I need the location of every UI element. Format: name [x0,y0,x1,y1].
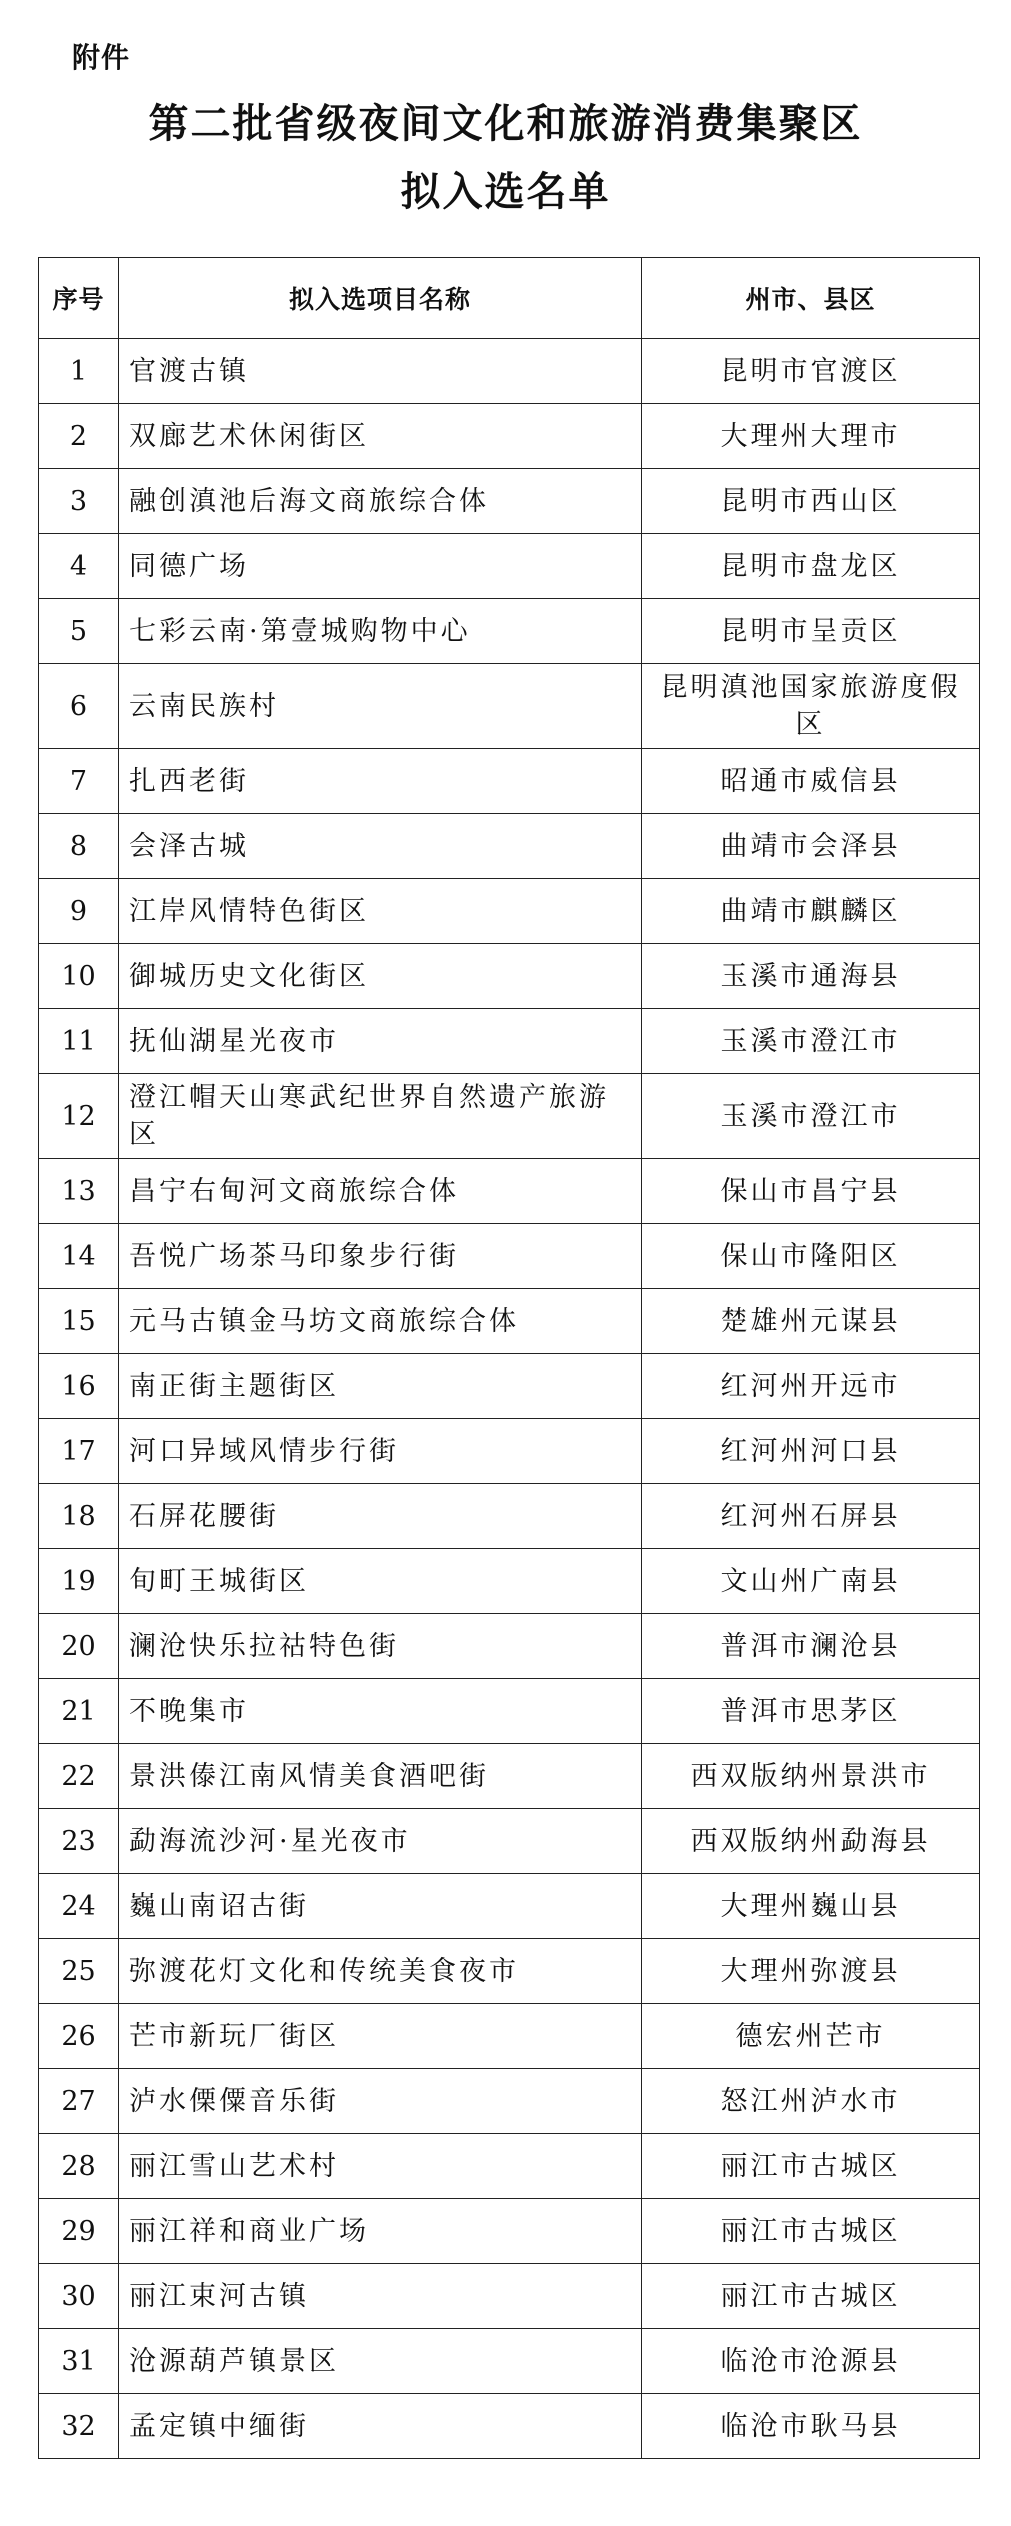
row-location: 西双版纳州景洪市 [642,1744,980,1809]
table-row [39,2264,980,2329]
table-header-row [39,258,980,339]
row-project-name: 孟定镇中缅街 [119,2394,642,2459]
candidate-list-table [38,257,980,2459]
row-project-name: 不晚集市 [119,1679,642,1744]
row-location: 玉溪市澄江市 [642,1074,980,1159]
row-location: 红河州河口县 [642,1419,980,1484]
row-project-name: 云南民族村 [119,664,642,749]
row-location: 昆明市呈贡区 [642,599,980,664]
row-serial: 19 [39,1549,119,1614]
row-serial: 3 [39,469,119,534]
row-serial: 24 [39,1874,119,1939]
row-location: 昆明滇池国家旅游度假区 [642,664,980,749]
row-serial: 26 [39,2004,119,2069]
row-location: 保山市昌宁县 [642,1159,980,1224]
row-serial: 22 [39,1744,119,1809]
row-serial: 32 [39,2394,119,2459]
table-row [39,944,980,1009]
table-row [39,1744,980,1809]
table-row [39,2004,980,2069]
row-project-name: 芒市新玩厂街区 [119,2004,642,2069]
table-row [39,664,980,749]
row-location: 玉溪市通海县 [642,944,980,1009]
table-row [39,1939,980,2004]
row-location: 玉溪市澄江市 [642,1009,980,1074]
row-location: 昆明市西山区 [642,469,980,534]
row-project-name: 双廊艺术休闲街区 [119,404,642,469]
table-row [39,749,980,814]
table-row [39,1549,980,1614]
row-serial: 1 [39,339,119,404]
row-project-name: 南正街主题街区 [119,1354,642,1419]
row-project-name: 江岸风情特色街区 [119,879,642,944]
row-project-name: 沧源葫芦镇景区 [119,2329,642,2394]
header-location: 州市、县区 [642,258,980,339]
table-row [39,2069,980,2134]
row-location: 楚雄州元谋县 [642,1289,980,1354]
table-row [39,879,980,944]
row-serial: 20 [39,1614,119,1679]
table-row [39,2199,980,2264]
row-location: 曲靖市麒麟区 [642,879,980,944]
row-project-name: 澜沧快乐拉祜特色街 [119,1614,642,1679]
table-row [39,1419,980,1484]
row-location: 昆明市盘龙区 [642,534,980,599]
table-row [39,599,980,664]
table-row [39,339,980,404]
row-project-name: 澄江帽天山寒武纪世界自然遗产旅游区 [119,1074,642,1159]
table-row [39,1009,980,1074]
row-location: 普洱市思茅区 [642,1679,980,1744]
row-project-name: 抚仙湖星光夜市 [119,1009,642,1074]
row-serial: 25 [39,1939,119,2004]
row-serial: 31 [39,2329,119,2394]
row-project-name: 勐海流沙河·星光夜市 [119,1809,642,1874]
row-project-name: 会泽古城 [119,814,642,879]
table-row [39,1224,980,1289]
table-row [39,1289,980,1354]
row-project-name: 旬町王城街区 [119,1549,642,1614]
row-project-name: 昌宁右甸河文商旅综合体 [119,1159,642,1224]
row-project-name: 巍山南诏古街 [119,1874,642,1939]
table-row [39,404,980,469]
row-project-name: 丽江雪山艺术村 [119,2134,642,2199]
row-location: 丽江市古城区 [642,2199,980,2264]
row-project-name: 丽江束河古镇 [119,2264,642,2329]
row-location: 大理州巍山县 [642,1874,980,1939]
row-location: 红河州石屏县 [642,1484,980,1549]
row-location: 保山市隆阳区 [642,1224,980,1289]
row-project-name: 吾悦广场茶马印象步行街 [119,1224,642,1289]
row-location: 临沧市耿马县 [642,2394,980,2459]
row-serial: 18 [39,1484,119,1549]
table-row [39,1074,980,1159]
row-serial: 12 [39,1074,119,1159]
table-row [39,1484,980,1549]
row-serial: 13 [39,1159,119,1224]
row-project-name: 七彩云南·第壹城购物中心 [119,599,642,664]
row-location: 昆明市官渡区 [642,339,980,404]
row-serial: 14 [39,1224,119,1289]
row-project-name: 同德广场 [119,534,642,599]
row-location: 西双版纳州勐海县 [642,1809,980,1874]
row-project-name: 元马古镇金马坊文商旅综合体 [119,1289,642,1354]
row-location: 德宏州芒市 [642,2004,980,2069]
table-row [39,1679,980,1744]
row-serial: 9 [39,879,119,944]
table-row [39,1809,980,1874]
row-location: 大理州弥渡县 [642,1939,980,2004]
attachment-label: 附件 [72,41,131,74]
row-serial: 21 [39,1679,119,1744]
row-project-name: 融创滇池后海文商旅综合体 [119,469,642,534]
table-row [39,1614,980,1679]
row-location: 红河州开远市 [642,1354,980,1419]
row-location: 昭通市威信县 [642,749,980,814]
row-serial: 5 [39,599,119,664]
row-project-name: 泸水傈僳音乐街 [119,2069,642,2134]
table-row [39,534,980,599]
document-subtitle: 拟入选名单 [400,169,611,215]
row-location: 普洱市澜沧县 [642,1614,980,1679]
row-location: 丽江市古城区 [642,2264,980,2329]
row-serial: 16 [39,1354,119,1419]
header-serial: 序号 [39,258,119,339]
row-serial: 30 [39,2264,119,2329]
row-project-name: 官渡古镇 [119,339,642,404]
table-row [39,2394,980,2459]
row-project-name: 石屏花腰街 [119,1484,642,1549]
row-project-name: 景洪傣江南风情美食酒吧街 [119,1744,642,1809]
row-serial: 2 [39,404,119,469]
row-serial: 15 [39,1289,119,1354]
row-serial: 27 [39,2069,119,2134]
row-serial: 10 [39,944,119,1009]
row-project-name: 丽江祥和商业广场 [119,2199,642,2264]
table-row [39,814,980,879]
table-row [39,1159,980,1224]
row-location: 丽江市古城区 [642,2134,980,2199]
row-location: 大理州大理市 [642,404,980,469]
row-serial: 8 [39,814,119,879]
row-serial: 29 [39,2199,119,2264]
row-serial: 4 [39,534,119,599]
row-project-name: 弥渡花灯文化和传统美食夜市 [119,1939,642,2004]
row-serial: 6 [39,664,119,749]
row-location: 文山州广南县 [642,1549,980,1614]
table-row [39,2134,980,2199]
document-title: 第二批省级夜间文化和旅游消费集聚区 [148,101,863,147]
row-project-name: 扎西老街 [119,749,642,814]
row-location: 曲靖市会泽县 [642,814,980,879]
table-row [39,1354,980,1419]
row-project-name: 御城历史文化街区 [119,944,642,1009]
row-project-name: 河口异域风情步行街 [119,1419,642,1484]
table-row [39,2329,980,2394]
row-serial: 23 [39,1809,119,1874]
table-row [39,469,980,534]
row-serial: 7 [39,749,119,814]
table-row [39,1874,980,1939]
header-project-name: 拟入选项目名称 [119,258,642,339]
row-serial: 28 [39,2134,119,2199]
row-serial: 17 [39,1419,119,1484]
row-location: 临沧市沧源县 [642,2329,980,2394]
row-serial: 11 [39,1009,119,1074]
row-location: 怒江州泸水市 [642,2069,980,2134]
